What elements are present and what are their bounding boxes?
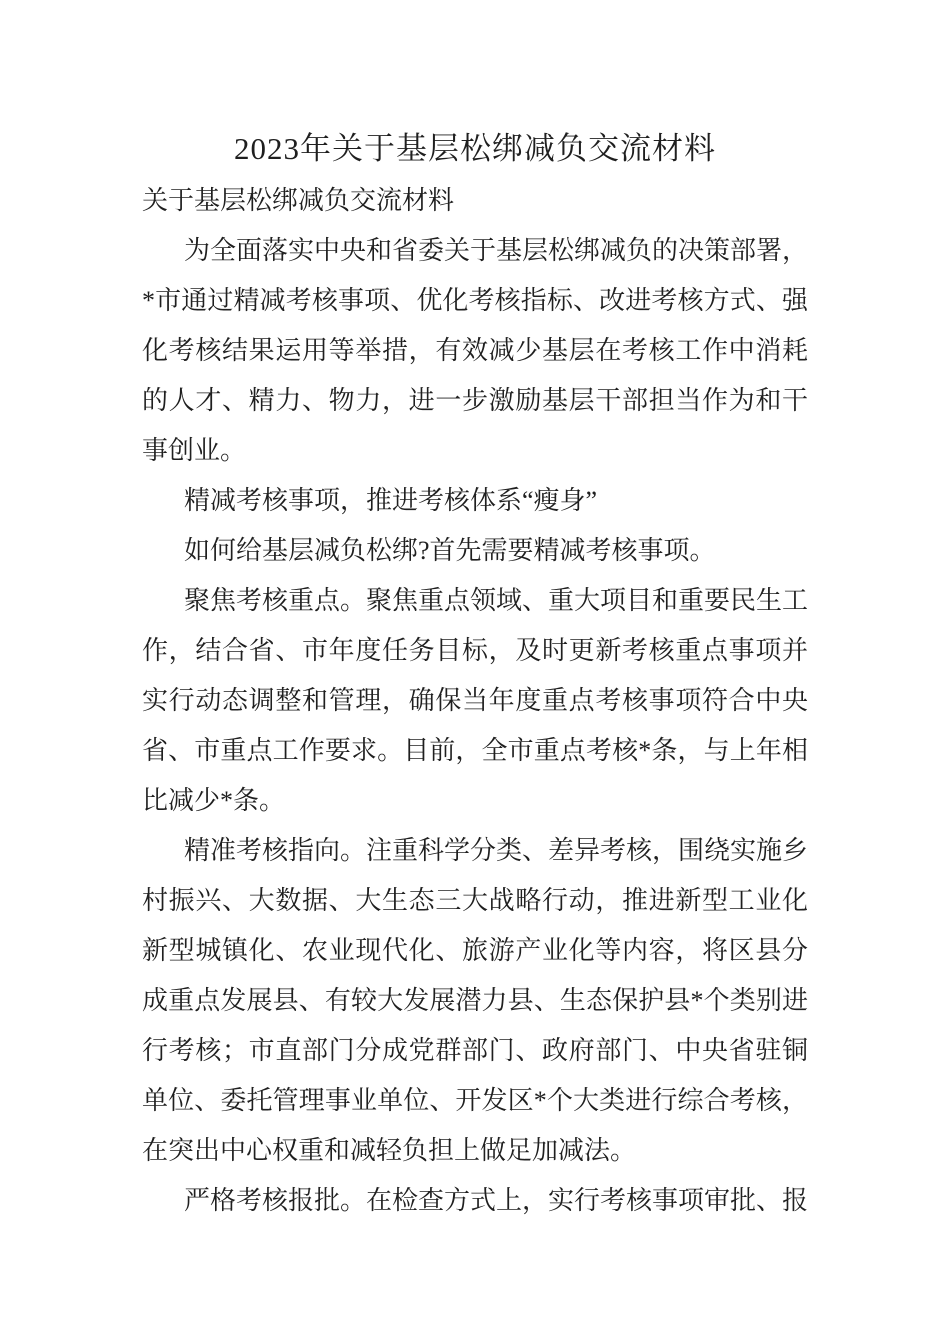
doc-subtitle: 关于基层松绑减负交流材料: [142, 186, 455, 215]
paragraph: 如何给基层减负松绑?首先需要精减考核事项。: [184, 536, 716, 565]
section-heading: 精减考核事项，推进考核体系“瘦身”: [184, 486, 598, 515]
document-title: 2023年关于基层松绑减负交流材料: [234, 131, 716, 166]
paragraph-intro: 为全面落实中央和省委关于基层松绑减负的决策部署，*市通过精减考核事项、优化考核指标、改进考核方式、强化考核结果运用等举措，有效减少基层在考核工作中消耗的人才、精力、物力，进一步激励基层干部担当作为和干事创业。: [142, 236, 809, 465]
paragraph: 聚焦考核重点。聚焦重点领域、重大项目和重要民生工作，结合省、市年度任务目标，及时更新考核重点事项并实行动态调整和管理，确保当年度重点考核事项符合中央省、市重点工作要求。目前，全市重点考核*条，与上年相比减少*条。: [142, 586, 809, 815]
paragraph: 精准考核指向。注重科学分类、差异考核，围绕实施乡村振兴、大数据、大生态三大战略行动，推进新型工业化新型城镇化、农业现代化、旅游产业化等内容，将区县分成重点发展县、有较大发展潜力县、生态保护县*个类别进行考核；市直部门分成党群部门、政府部门、中央省驻铜单位、委托管理事业单位、开发区*个大类进行综合考核，在突出中心权重和减轻负担上做足加减法。: [142, 836, 809, 1165]
document-body: [142, 176, 808, 1226]
paragraph-truncated: 严格考核报批。在检查方式上，实行考核事项审批、报: [184, 1186, 809, 1215]
